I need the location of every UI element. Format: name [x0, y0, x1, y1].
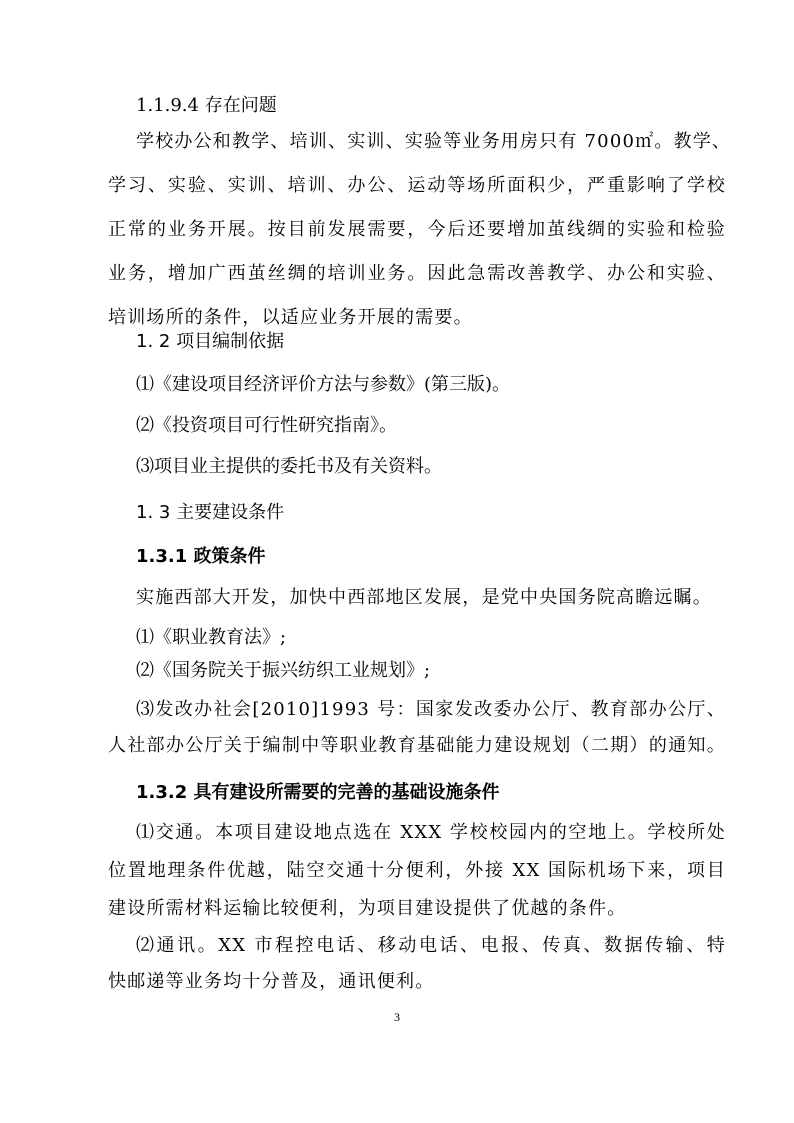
list-item: ⑶项目业主提供的委托书及有关资料。	[136, 456, 442, 477]
paragraph-line: 学校办公和教学、培训、实训、实验等业务用房只有 7000㎡。教学、	[136, 131, 732, 152]
paragraph-line: ⑴交通。本项目建设地点选在 XXX 学校校园内的空地上。学校所处	[136, 822, 726, 843]
paragraph-line: 培训场所的条件，以适应业务开展的需要。	[108, 307, 473, 328]
paragraph-line: 人社部办公厅关于编制中等职业教育基础能力建设规划（二期）的通知。	[108, 735, 726, 756]
paragraph-line: ⑵通讯。XX 市程控电话、移动电话、电报、传真、数据传输、特	[136, 935, 726, 956]
paragraph-line: 业务，增加广西茧丝绸的培训业务。因此急需改善教学、办公和实验、	[108, 263, 726, 284]
section-heading-12: 1. 2 项目编制依据	[136, 331, 285, 352]
list-item: ⑶发改办社会[2010]1993 号：国家发改委办公厅、教育部办公厅、	[136, 699, 726, 720]
page-number: 3	[394, 1010, 400, 1024]
list-item: ⑵《国务院关于振兴纺织工业规划》;	[136, 660, 431, 681]
section-heading-132: 1.3.2 具有建设所需要的完善的基础设施条件	[136, 782, 500, 803]
paragraph-line: 快邮递等业务均十分普及，通讯便利。	[108, 971, 435, 992]
list-item: ⑴《建设项目经济评价方法与参数》(第三版)。	[136, 374, 511, 395]
paragraph-line: 位置地理条件优越，陆空交通十分便利，外接 XX 国际机场下来，项目	[108, 860, 726, 881]
list-item: ⑴《职业教育法》;	[136, 627, 287, 648]
section-heading-1194: 1.1.9.4 存在问题	[136, 95, 277, 116]
paragraph-line: 实施西部大开发，加快中西部地区发展，是党中央国务院高瞻远瞩。	[136, 587, 712, 608]
paragraph-line: 正常的业务开展。按目前发展需要，今后还要增加茧线绸的实验和检验	[108, 219, 726, 240]
section-heading-131: 1.3.1 政策条件	[136, 546, 266, 567]
list-item: ⑵《投资项目可行性研究指南》。	[136, 415, 397, 436]
paragraph-line: 学习、实验、实训、培训、办公、运动等场所面积少，严重影响了学校	[108, 175, 726, 196]
paragraph-line: 建设所需材料运输比较便利，为项目建设提供了优越的条件。	[108, 898, 627, 919]
section-heading-13: 1. 3 主要建设条件	[136, 502, 285, 523]
